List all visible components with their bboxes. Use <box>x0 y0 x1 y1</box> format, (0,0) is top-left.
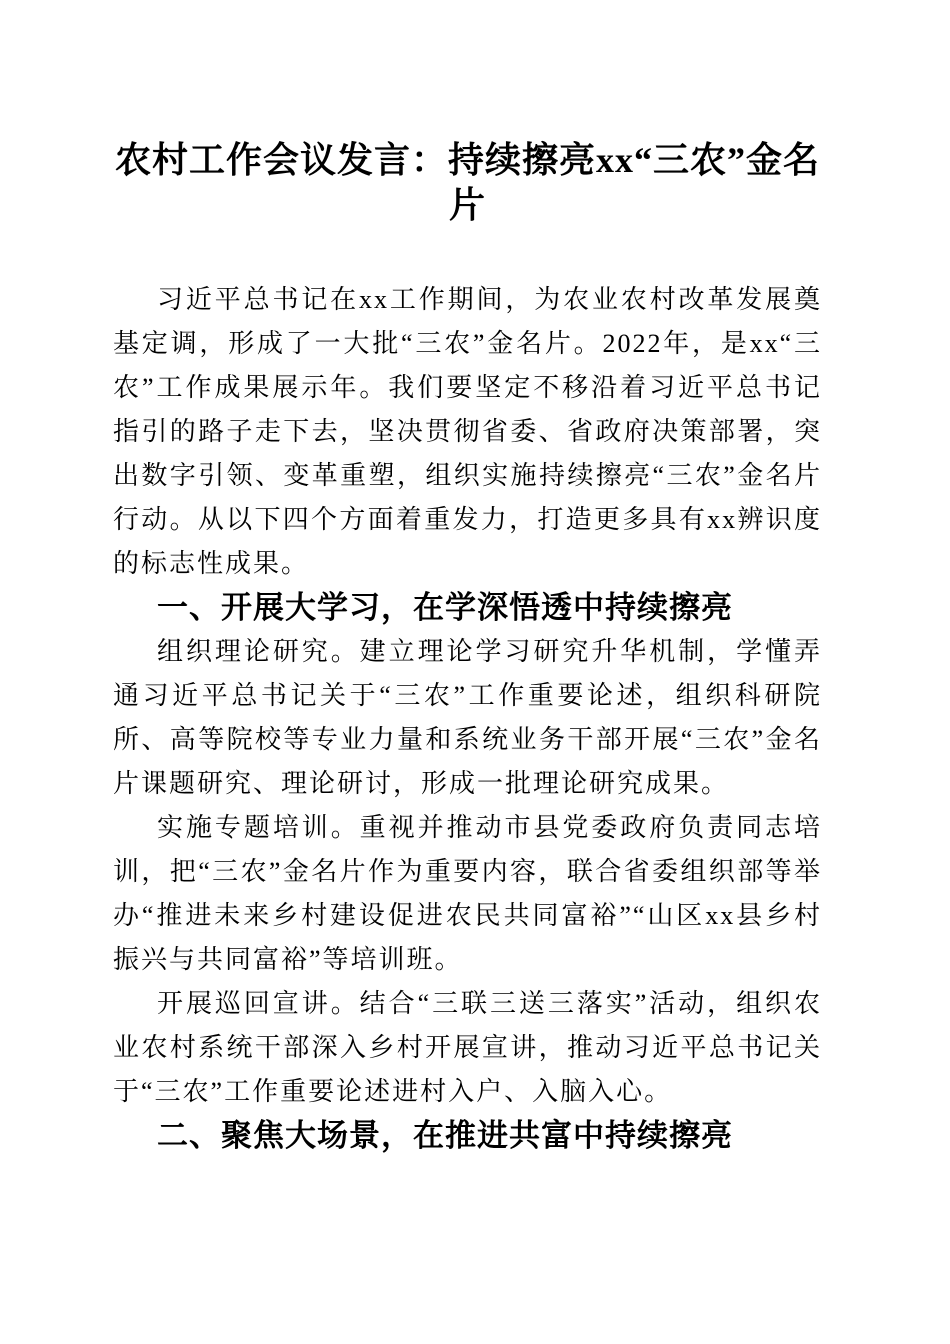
section-heading-2: 二、聚焦大场景，在推进共富中持续擦亮 <box>157 1118 733 1153</box>
paragraph-special-training: 实施专题培训。重视并推动市县党委政府负责同志培训，把“三农”金名片作为重要内容，联合省委组织部等举办“推进未来乡村建设促进农民共同富裕”“山区xx县乡村振兴与共同富裕”等培训班。 <box>113 813 822 974</box>
paragraph-intro: 习近平总书记在xx工作期间，为农业农村改革发展奠基定调，形成了一大批“三农”金名片。2022年，是xx“三农”工作成果展示年。我们要坚定不移沿着习近平总书记指引的路子走下去，坚决贯彻省委、省政府决策部署，突出数字引领、变革重塑，组织实施持续擦亮“三农”金名片行动。从以下四个方面着重发力，打造更多具有xx辨识度的标志性成果。 <box>113 285 822 578</box>
document-title: 农村工作会议发言：持续擦亮xx“三农”金名片 <box>114 140 820 225</box>
paragraph-theory-research: 组织理论研究。建立理论学习研究升华机制，学懂弄通习近平总书记关于“三农”工作重要论述，组织科研院所、高等院校等专业力量和系统业务干部开展“三农”金名片课题研究、理论研讨，形成一批理论研究成果。 <box>113 637 822 798</box>
paragraph-touring-lectures: 开展巡回宣讲。结合“三联三送三落实”活动，组织农业农村系统干部深入乡村开展宣讲，推动习近平总书记关于“三农”工作重要论述进村入户、入脑入心。 <box>113 989 822 1106</box>
section-heading-1: 一、开展大学习，在学深悟透中持续擦亮 <box>157 590 733 625</box>
